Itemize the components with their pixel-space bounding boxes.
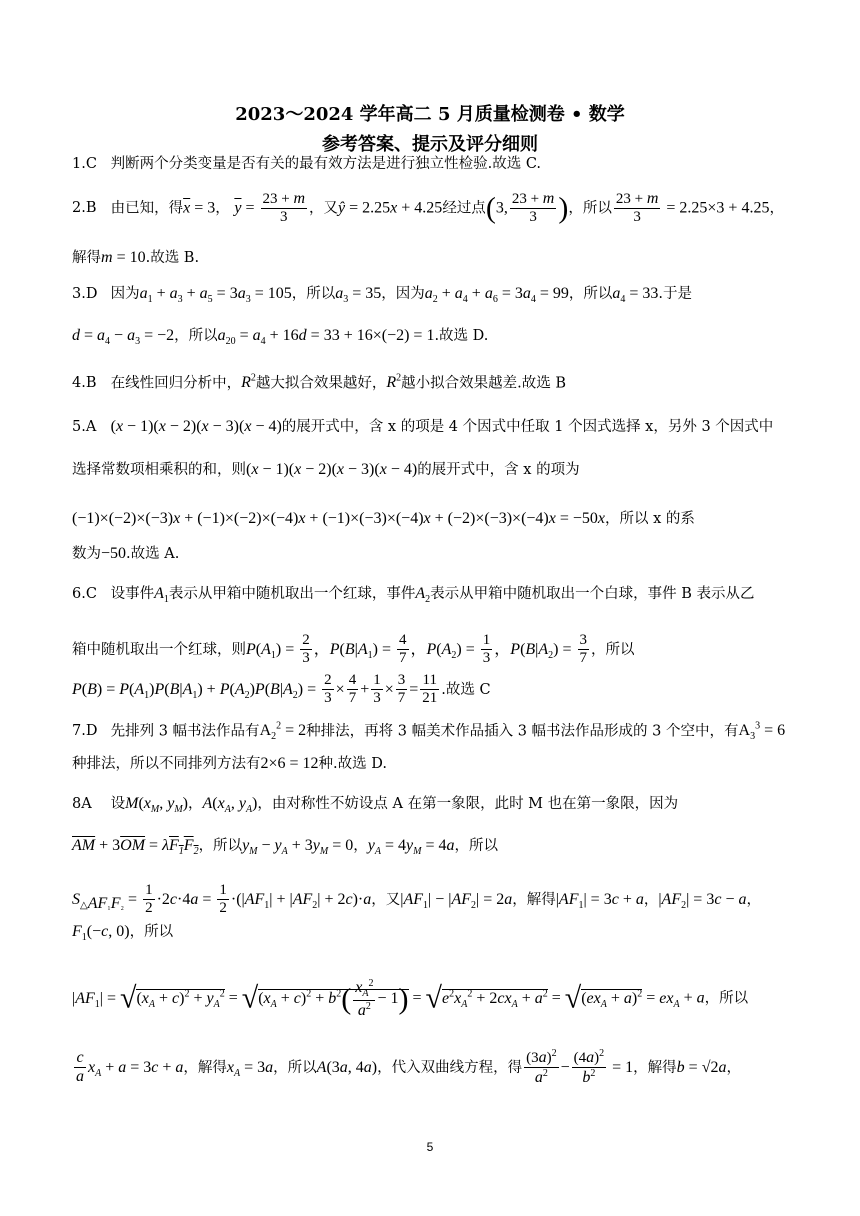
answer-5: 5.A (x − 1)(x − 2)(x − 3)(x − 4)的展开式中，含 x 的项是 4 个因式中任取 1 个因式选择 x，另外 3 个因式中 [72, 418, 774, 435]
answer-8-line-4: $F_1(-c$, 0)，所以 [72, 923, 174, 944]
answer-7-line-2: 种排法，所以不同排列方法有2×6 = 12种.故选 D. [72, 755, 387, 772]
answer-6-line-2: 箱中随机取出一个红球，则$P(A_1)$ = $\frac{2}{3}$ ，$P(B|A_1)$ = $\frac{4}{7}$ ，$P(A_2)$ = $\frac{1}{3}$ ，$P(B|A_2)$ = $\frac{3}{7}$ ，所以 [72, 632, 635, 667]
answer-7: 7.D 先排列 3 幅书法作品有$A_2^2 = 2$种排法，再将 3 幅美术作品插入 3 幅书法作品形成的 3 个空中，有$A_3^3 = 6$ [72, 721, 786, 743]
answer-8-line-2: $\overline{AM} + 3\overline{OM} = \lambda F_1F_2$，所以$y_M - y_A + 3y_M = 0$，$y_A = 4y_M = 4a$，所以 [72, 837, 499, 858]
answer-8-line-3: $S_{\triangle AF_1F_2}$ = $\frac{1}{2}$ ·2c·4a = $\frac{1}{2}$ $\cdot(|AF_1| + |AF_2| + 2c)\cdot a$，又$|AF_1| - |AF_2| = 2a$，解得$|AF_1| = 3c + a$，$|AF_2| = 3c - a$， [72, 882, 761, 917]
answer-4: 4.B 在线性回归分析中，$R^2$越大拟合效果越好，$R^2$越小拟合效果越差.故选 B [72, 373, 567, 392]
answer-6: 6.C 设事件$A_1$表示从甲箱中随机取出一个红球，事件$A_2$表示从甲箱中随机取出一个白球，事件 B 表示从乙 [72, 585, 755, 606]
answer-number: 8A [72, 796, 92, 812]
answer-8-line-6: $\frac{c}{a}$ $x_A + a = 3c + a$，解得$x_A = 3a$，所以A(3a, 4a)，代入双曲线方程，得 $\frac{(3a)^2}{a^2}$ − $\frac{(4a)^2}{b^2}$ = 1，解得b = √2a， [76, 1048, 741, 1087]
answer-8-line-5: $|AF_1| = √(x_A + c)^2 + y_A^2 = √(x_A + c)^2 + b^2$( $\frac{x_A^2}{a^2}$ − $1) = √e^2x_A^2 + 2cx_A + a^2 = √(ex_A + a)^2 = ex_A + a$，所以 [72, 978, 749, 1019]
answer-number: 1.C [72, 156, 97, 172]
answer-number: 6.C [72, 586, 97, 602]
answer-8: 8A 设$M(x_M$, $y_M$)，$A(x_A$, $y_A$)，由对称性不妨设点 A 在第一象限，此时 M 也在第一象限，因为 [72, 795, 679, 816]
answer-3-line-2: $d = a_4 - a_3 = -2$，所以$a_{20} = a_4 + 16d = 33 + 16\times(-2) = 1$.故选 D. [72, 327, 489, 348]
answer-number: 7.D [72, 723, 98, 740]
answer-5-line-3: (−1)×(−2)×(−3)x + (−1)×(−2)×(−4)x + (−1)×(−3)×(−4)x + (−2)×(−3)×(−4)x = −50x，所以 x 的系 [72, 510, 695, 527]
answer-5-line-4: 数为−50.故选 A. [72, 545, 180, 562]
answer-3: 3.D 因为$a_1 + a_3 + a_5 = 3a_3 = 105$，所以$a_3 = 35$，因为$a_2 + a_4 + a_6 = 3a_4 = 99$，所以$a_4 = 33$.于是 [72, 285, 693, 306]
answer-6-line-3: $P(B) = P(A_1)P(B|A_1) + P(A_2)P(B|A_2)$ = $\frac{2}{3}$ × $\frac{4}{7}$ + $\frac{1}{3}$ × $\frac{3}{7}$ = $\frac{11}{21}$ .故选 C [72, 672, 491, 707]
answer-2-line-2: 解得m = 10.故选 B. [72, 249, 200, 266]
answer-number: 4.B [72, 375, 97, 392]
document-title: 2023～2024 学年高二 5 月质量检测卷 • 数学 [235, 104, 625, 125]
answer-number: 3.D [72, 286, 98, 302]
page-number: 5 [426, 1140, 434, 1154]
answer-2: 2.B 由已知，得$\overline{x} = 3$， $\overline{y}$ = $\frac{23 + m}{3}$ ，又ŷ = 2.25x + 4.25经过点(3, $\frac{23 + m}{3}$ )，所以 $\frac{23 + m}{3}$ = 2.25×3 + 4.25， [72, 190, 784, 226]
document-subtitle: 参考答案、提示及评分细则 [322, 134, 538, 155]
answer-text: 判断两个分类变量是否有关的最有效方法是进行独立性检验.故选 C. [110, 156, 542, 172]
answer-number: 5.A [72, 419, 97, 435]
answer-1 [72, 157, 541, 172]
answer-number: 2.B [72, 200, 97, 217]
answer-5-line-2: 选择常数项相乘积的和，则(x − 1)(x − 2)(x − 3)(x − 4)的展开式中，含 x 的项为 [72, 461, 580, 478]
